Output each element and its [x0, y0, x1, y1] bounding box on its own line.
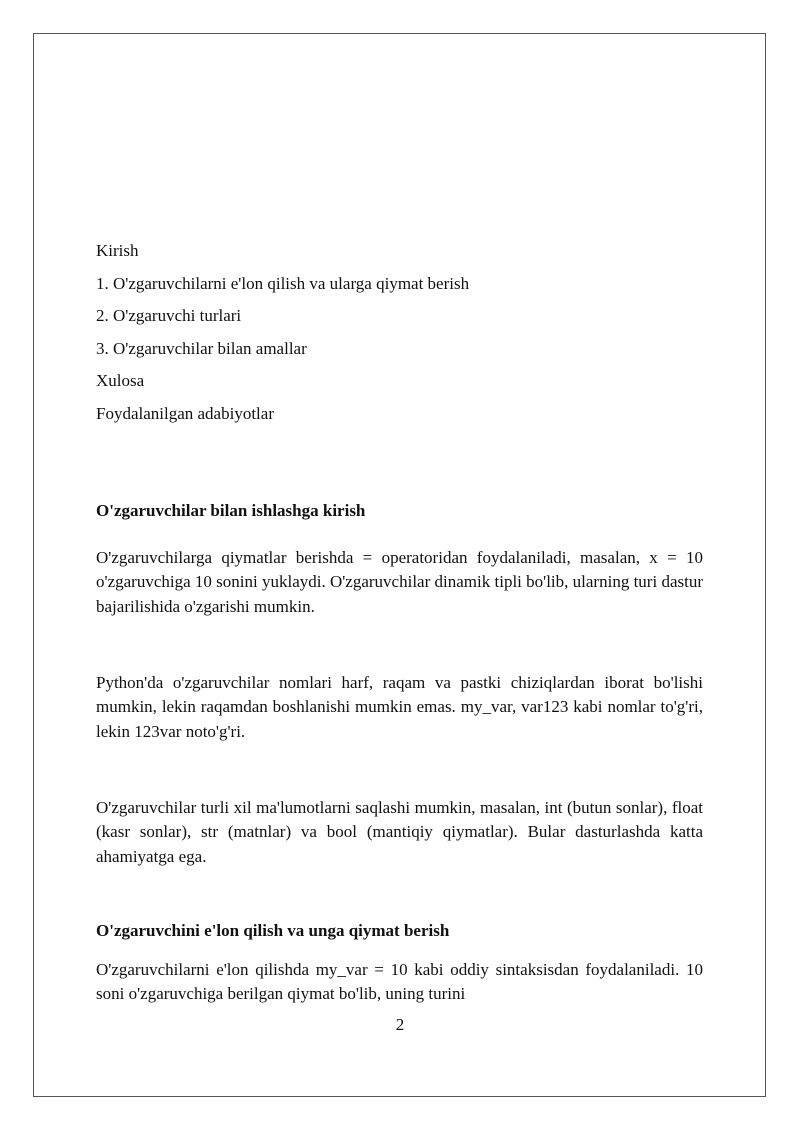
- toc-item-chapter-2: 2. O'zgaruvchi turlari: [96, 306, 242, 325]
- toc-item-conclusion: Xulosa: [96, 371, 145, 390]
- page-number: 2: [395, 1015, 405, 1034]
- table-of-contents: [96, 241, 703, 424]
- toc-item-references: Foydalanilgan adabiyotlar: [96, 403, 274, 423]
- section-heading-declaration: O'zgaruvchini e'lon qilish va unga qiymat berish: [96, 921, 450, 940]
- page-content: [96, 241, 703, 1004]
- toc-item-chapter-1: 1. O'zgaruvchilarni e'lon qilish va ularga qiymat berish: [96, 273, 470, 293]
- paragraph: O'zgaruvchilarni e'lon qilishda my_var = 10 kabi oddiy sintaksisdan foydalaniladi. 10 soni o'zgaruvchiga berilgan qiymat bo'lib, uning turini: [96, 960, 703, 1004]
- paragraph: Python'da o'zgaruvchilar nomlari harf, raqam va pastki chiziqlardan iborat bo'lishi mumkin, lekin raqamdan boshlanishi mumkin emas. my_var, var123 kabi nomlar to'g'ri, lekin 123var noto'g'ri.: [96, 673, 703, 741]
- toc-item-chapter-3: 3. O'zgaruvchilar bilan amallar: [96, 338, 307, 358]
- toc-item-introduction: Kirish: [96, 241, 139, 260]
- section-heading-introduction: O'zgaruvchilar bilan ishlashga kirish: [96, 501, 366, 520]
- paragraph: O'zgaruvchilarga qiymatlar berishda = operatoridan foydalaniladi, masalan, x = 10 o'zgaruvchiga 10 sonini yuklaydi. O'zgaruvchilar dinamik tipli bo'lib, ularning turi dastur bajarilishida o'zgarishi mumkin.: [96, 548, 703, 616]
- paragraph: O'zgaruvchilar turli xil ma'lumotlarni saqlashi mumkin, masalan, int (butun sonlar), float (kasr sonlar), str (matnlar) va bool (mantiqiy qiymatlar). Bular dasturlashda katta ahamiyatga ega.: [96, 798, 703, 866]
